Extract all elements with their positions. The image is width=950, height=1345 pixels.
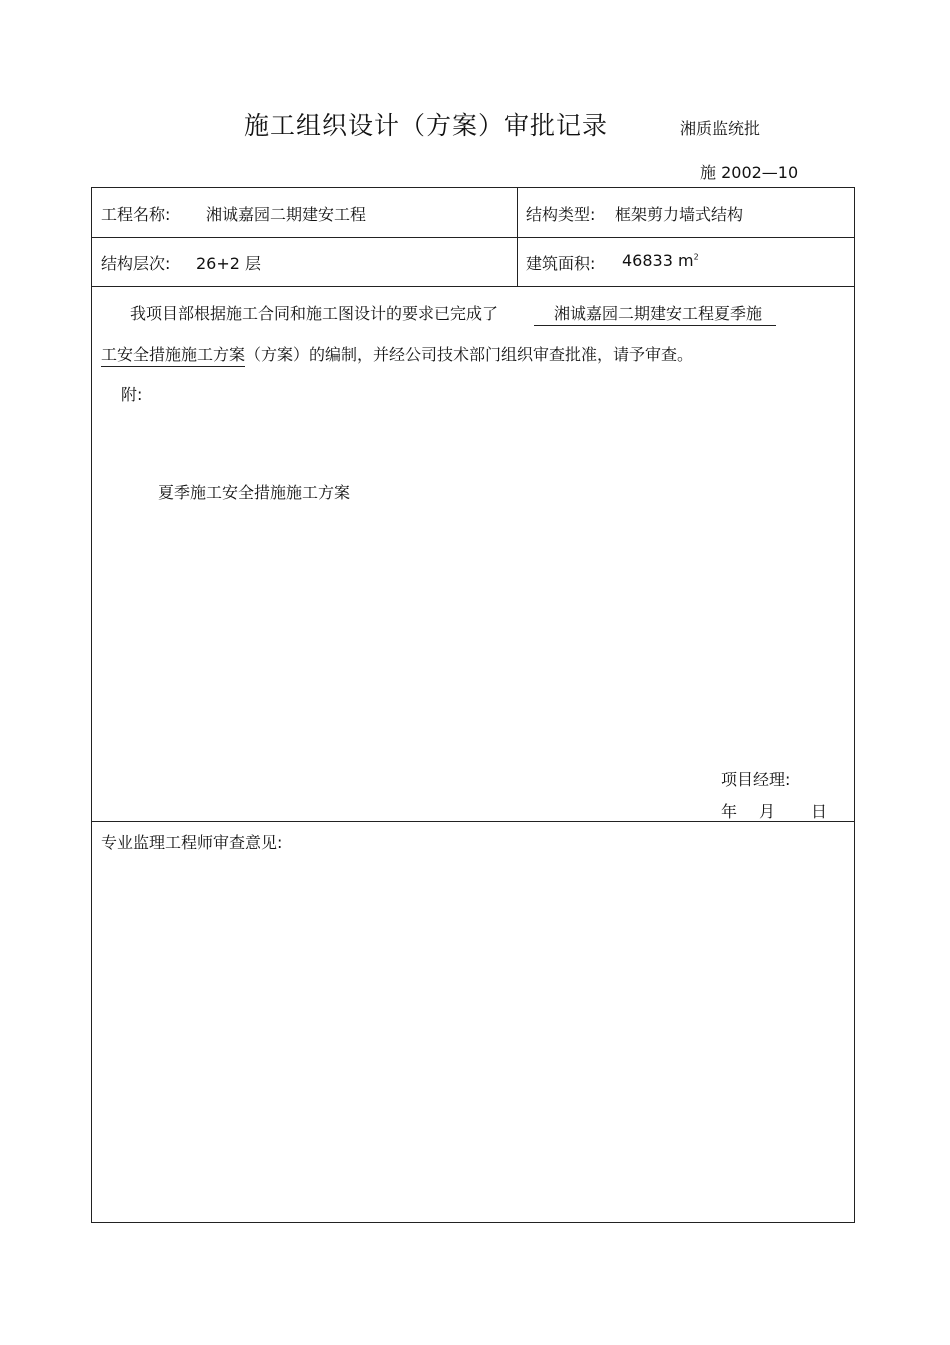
- batch-label: 湘质监统批: [680, 119, 761, 138]
- area-unit-superscript: 2: [693, 252, 699, 262]
- structure-type-label: 结构类型:: [526, 205, 596, 224]
- approval-form-table: [91, 187, 855, 1223]
- project-name-label: 工程名称:: [101, 205, 171, 224]
- info-row-1: [92, 188, 854, 238]
- intro-tail: （方案）的编制，并经公司技术部门组织审查批准，请予审查。: [245, 345, 694, 364]
- floors-value: 26+2 层: [196, 254, 262, 273]
- project-name-value: 湘诚嘉园二期建安工程: [206, 205, 367, 224]
- date-month: 月: [759, 802, 776, 821]
- review-opinion-label: 专业监理工程师审查意见:: [101, 833, 283, 852]
- intro-line-2: [101, 342, 693, 367]
- attachment-label: 附:: [121, 385, 143, 404]
- document-title: 施工组织设计（方案）审批记录: [244, 111, 609, 140]
- structure-type-value: 框架剪力墙式结构: [615, 205, 744, 224]
- info-row-2: [92, 238, 854, 287]
- date-day: 日: [811, 802, 828, 821]
- column-divider: [517, 188, 518, 286]
- attachment-item: 夏季施工安全措施施工方案: [158, 483, 351, 502]
- plan-name-part1: 湘诚嘉园二期建安工程夏季施: [534, 301, 776, 326]
- intro-line-1: [130, 301, 776, 326]
- area-value: [622, 251, 699, 270]
- area-label: 建筑面积:: [526, 254, 596, 273]
- project-manager-label: 项目经理:: [721, 770, 791, 789]
- submission-section: [92, 287, 854, 822]
- floors-label: 结构层次:: [101, 254, 171, 273]
- intro-text: 我项目部根据施工合同和施工图设计的要求已完成了: [130, 304, 499, 323]
- area-number: 46833 m: [622, 251, 694, 270]
- sign-date: [721, 799, 827, 822]
- form-number: 施 2002—10: [700, 163, 799, 182]
- plan-name-part2: 工安全措施施工方案: [101, 342, 245, 367]
- date-year: 年: [721, 802, 738, 821]
